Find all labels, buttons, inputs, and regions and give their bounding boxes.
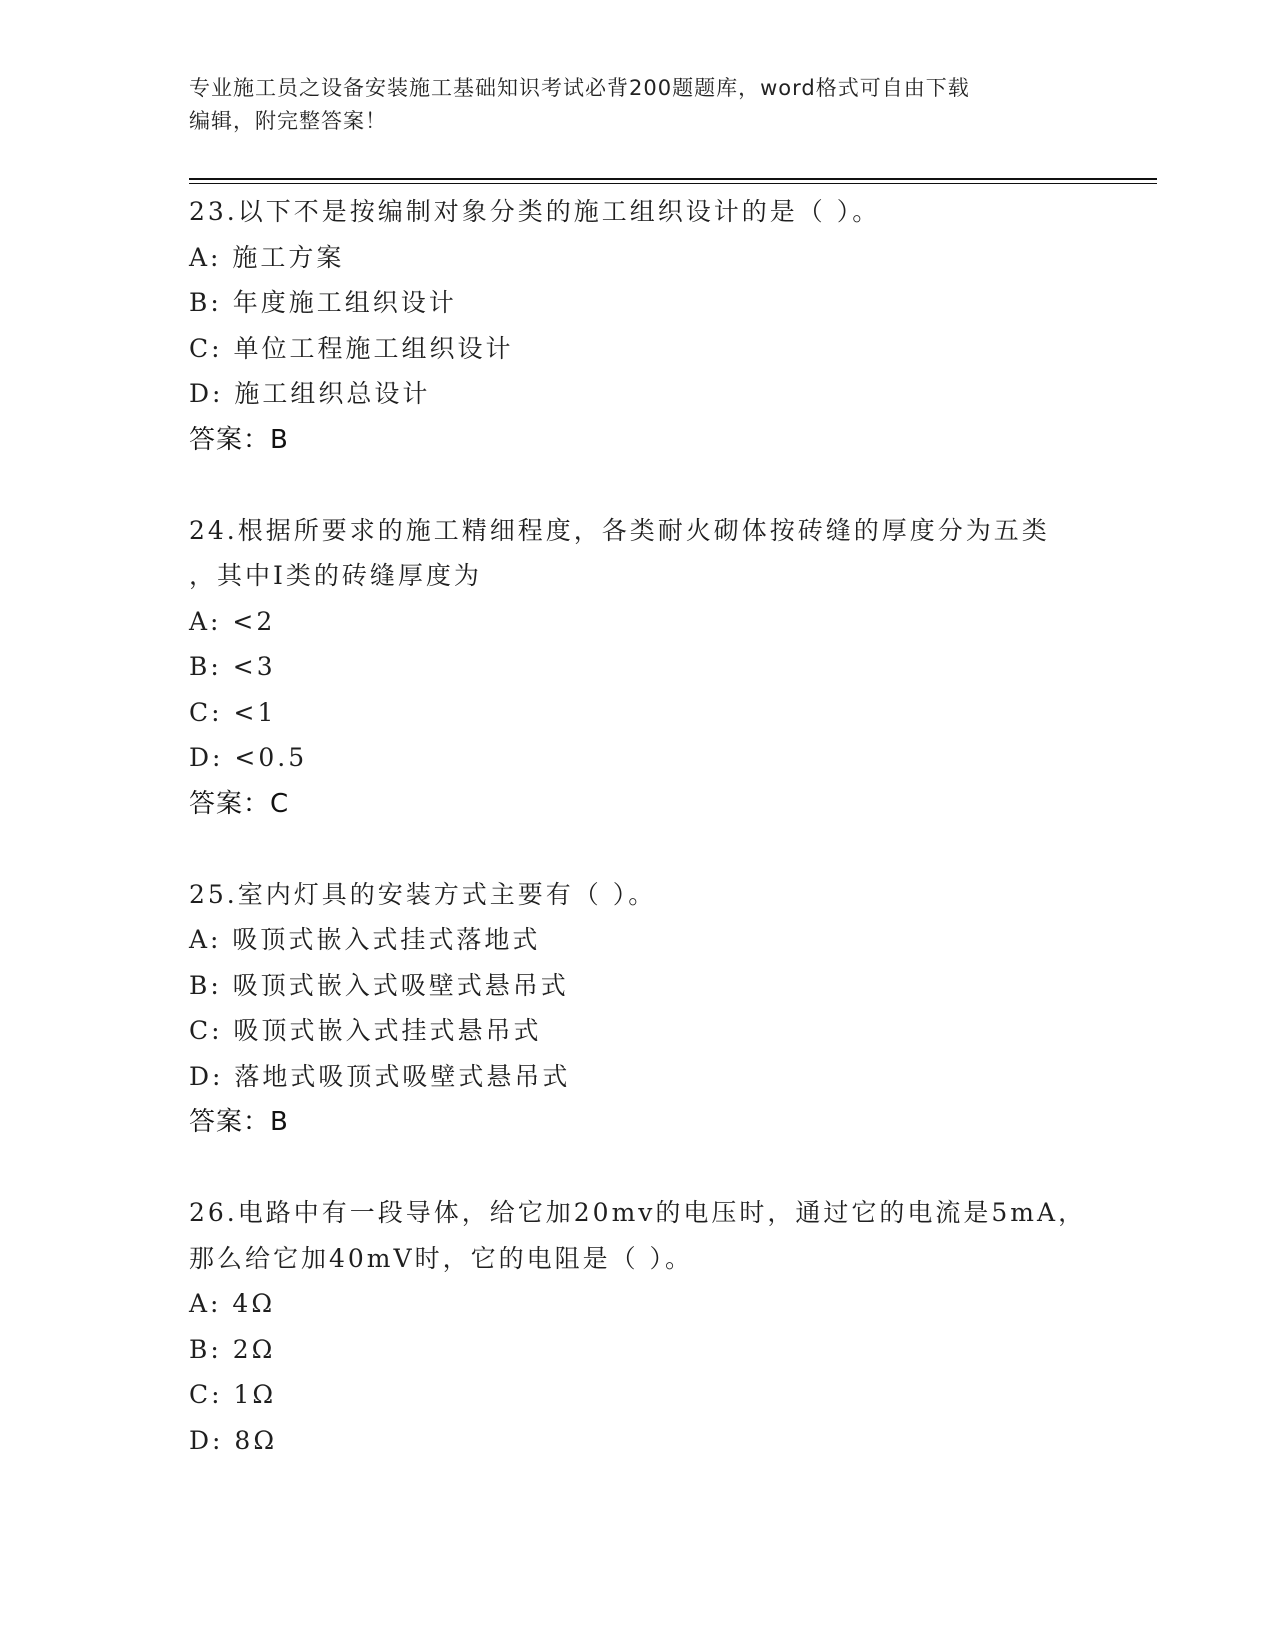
option-b: B: 吸顶式嵌入式吸壁式悬吊式 — [189, 970, 569, 1000]
question-block — [189, 508, 1089, 827]
header-divider-thin — [189, 183, 1157, 184]
option-a: A: 4Ω — [189, 1289, 276, 1318]
question-block — [189, 872, 1089, 1146]
option-c: C: 吸顶式嵌入式挂式悬吊式 — [189, 1016, 542, 1045]
option-c: C: 单位工程施工组织设计 — [189, 333, 514, 363]
question-text-continued: ，其中Ⅰ类的砖缝厚度为 — [189, 561, 482, 590]
question-block — [189, 1190, 1089, 1463]
option-b: B: <3 — [189, 652, 276, 681]
answer-line: 答案：C — [189, 788, 290, 819]
header-title-line-2: 编辑，附完整答案！ — [189, 109, 387, 133]
question-text: 26.电路中有一段导体，给它加20mv的电压时，通过它的电流是5mA， — [189, 1198, 1087, 1227]
answer-line: 答案：B — [189, 1107, 289, 1137]
option-c: C: 1Ω — [189, 1380, 277, 1409]
question-list — [189, 189, 1089, 1508]
question-text: 23.以下不是按编制对象分类的施工组织设计的是（ ）。 — [189, 197, 881, 226]
option-d: D: 落地式吸顶式吸壁式悬吊式 — [189, 1061, 571, 1091]
option-d: D: <0.5 — [189, 743, 308, 772]
option-a: A: 吸顶式嵌入式挂式落地式 — [189, 925, 541, 954]
option-a: A: <2 — [189, 606, 276, 636]
option-d: D: 8Ω — [189, 1425, 278, 1455]
option-c: C: <1 — [189, 697, 277, 727]
option-b: B: 年度施工组织设计 — [189, 288, 457, 317]
header-divider-thick — [189, 178, 1157, 180]
option-d: D: 施工组织总设计 — [189, 379, 431, 408]
answer-line: 答案：B — [189, 424, 289, 455]
question-text-continued: 那么给它加40mV时，它的电阻是（ ）。 — [189, 1243, 694, 1273]
question-text: 25.室内灯具的安装方式主要有（ ）。 — [189, 879, 657, 909]
header-title-line-1: 专业施工员之设备安装施工基础知识考试必背200题题库，word格式可自由下载 — [189, 76, 970, 100]
option-a: A: 施工方案 — [189, 242, 345, 272]
option-b: B: 2Ω — [189, 1334, 276, 1364]
question-block — [189, 189, 1089, 463]
question-text: 24.根据所要求的施工精细程度，各类耐火砌体按砖缝的厚度分为五类 — [189, 515, 1050, 545]
document-header — [189, 72, 1089, 138]
